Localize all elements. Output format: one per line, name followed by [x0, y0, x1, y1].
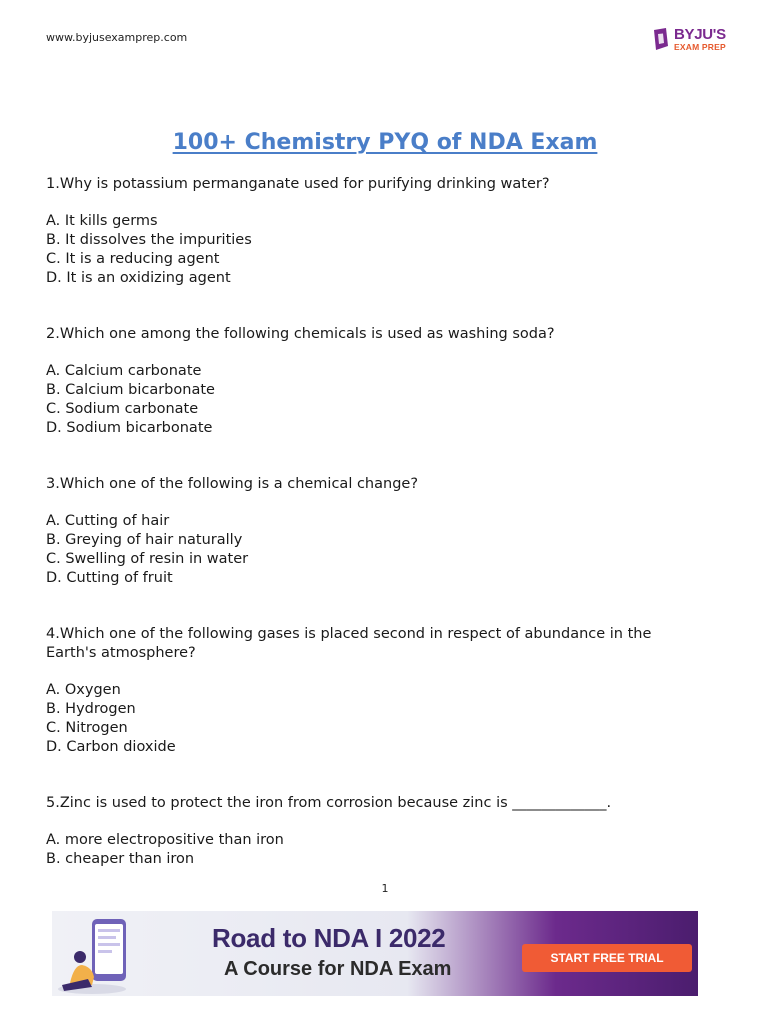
option-b: B. Calcium bicarbonate — [46, 382, 215, 398]
option-c: C. It is a reducing agent — [46, 251, 220, 267]
option-b: B. Hydrogen — [46, 701, 136, 717]
option-c: C. Swelling of resin in water — [46, 551, 249, 567]
option-d: D. It is an oxidizing agent — [46, 270, 231, 286]
question-3 — [46, 475, 696, 588]
question-text: 5.Zinc is used to protect the iron from corrosion because zinc is _____________. — [46, 795, 612, 811]
banner-headline: Road to NDA I 2022 — [212, 923, 446, 953]
site-url: www.byjusexamprep.com — [46, 31, 188, 44]
option-a: A. Oxygen — [46, 682, 121, 698]
question-1 — [46, 175, 696, 288]
option-a: A. Calcium carbonate — [46, 363, 202, 379]
option-a: A. more electropositive than iron — [46, 832, 284, 848]
question-4 — [46, 625, 696, 757]
question-text: 3.Which one of the following is a chemical change? — [46, 476, 419, 492]
option-c: C. Nitrogen — [46, 720, 128, 736]
option-a: A. Cutting of hair — [46, 513, 170, 529]
question-text: 2.Which one among the following chemicals is used as washing soda? — [46, 326, 555, 342]
option-d: D. Carbon dioxide — [46, 739, 176, 755]
question-5 — [46, 794, 696, 869]
banner-subline: A Course for NDA Exam — [224, 958, 452, 980]
question-text: 4.Which one of the following gases is placed second in respect of abundance in the Earth's atmosphere? — [46, 626, 652, 661]
promo-banner[interactable] — [52, 911, 698, 996]
logo-brand-text: BYJU'S — [674, 26, 726, 43]
option-b: B. Greying of hair naturally — [46, 532, 243, 548]
logo-sub-text: EXAM PREP — [674, 42, 726, 52]
option-b: B. cheaper than iron — [46, 851, 195, 867]
question-text: 1.Why is potassium permanganate used for purifying drinking water? — [46, 176, 550, 192]
option-d: D. Cutting of fruit — [46, 570, 173, 586]
question-list — [46, 175, 696, 869]
student-phone-illustration-icon — [52, 911, 202, 996]
option-d: D. Sodium bicarbonate — [46, 420, 213, 436]
page-number: 1 — [381, 882, 389, 895]
option-c: C. Sodium carbonate — [46, 401, 199, 417]
byjus-logo-icon — [652, 28, 670, 50]
option-a: A. It kills germs — [46, 213, 158, 229]
option-b: B. It dissolves the impurities — [46, 232, 252, 248]
start-free-trial-button[interactable]: START FREE TRIAL — [522, 944, 692, 972]
byjus-logo — [652, 27, 726, 52]
question-2 — [46, 325, 696, 438]
page-title: 100+ Chemistry PYQ of NDA Exam — [172, 130, 598, 155]
